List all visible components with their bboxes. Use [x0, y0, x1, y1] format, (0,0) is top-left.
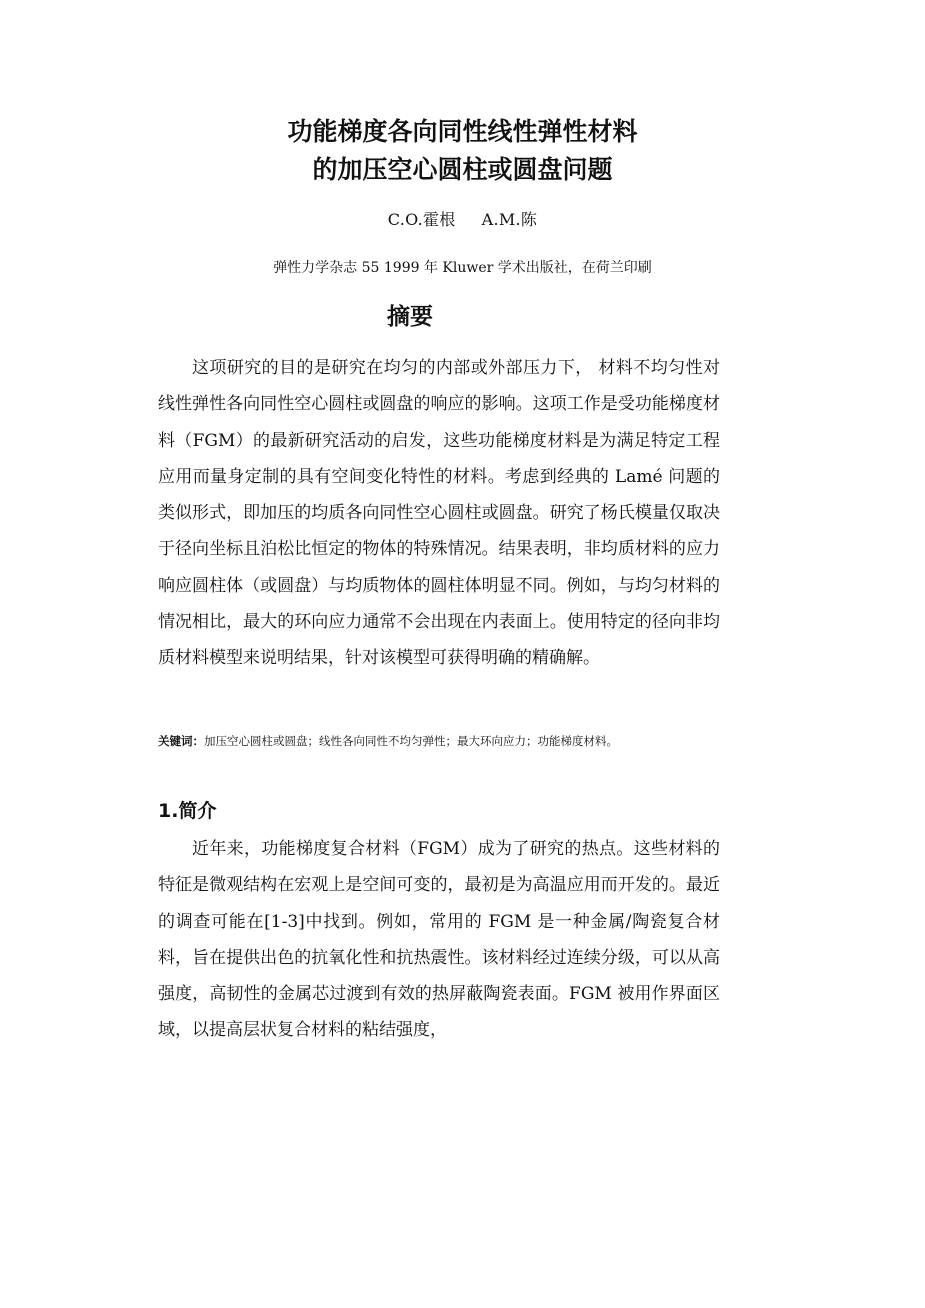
introduction-text: 近年来，功能梯度复合材料（FGM）成为了研究的热点。这些材料的特征是微观结构在宏观上是空间可变的，最初是为高温应用而开发的。最近的调查可能在[1-3]中找到。例如，常用的 FGM 是一种金属/陶瓷复合材料，旨在提供出色的抗氧化性和抗热震性。该材料经过连续分级，可以从高强度，高韧性的金属芯过渡到有效的热屏蔽陶瓷表面。FGM 被用作界面区域，以提高层状复合材料的粘结强度， — [158, 839, 720, 1041]
author-1: C.O.霍根 — [387, 210, 456, 229]
keywords — [158, 731, 758, 751]
abstract-text: 这项研究的目的是研究在均匀的内部或外部压力下， 材料不均匀性对线性弹性各向同性空心圆柱或圆盘的响应的影响。这项工作是受功能梯度材料（FGM）的最新研究活动的启发，这些功能梯度材料是为满足特定工程应用而量身定制的具有空间变化特性的材料。考虑到经典的 Lamé 问题的类似形式，即加压的均质各向同性空心圆柱或圆盘。研究了杨氏模量仅取决于径向坐标且泊松比恒定的物体的特殊情况。结果表明，非均质材料的应力响应圆柱体（或圆盘）与均质物体的圆柱体明显不同。例如，与均匀材料的情况相比，最大的环向应力通常不会出现在内表面上。使用特定的径向非均质材料模型来说明结果，针对该模型可获得明确的精确解。 — [158, 358, 720, 669]
keywords-text: 加压空心圆柱或圆盘；线性各向同性不均匀弹性；最大环向应力；功能梯度材料。 — [204, 734, 618, 748]
section-heading-introduction: 1.简介 — [158, 800, 217, 822]
paper-title-line-2: 的加压空心圆柱或圆盘问题 — [312, 155, 613, 184]
abstract-heading: 摘要 — [387, 304, 433, 330]
paper-title-line-1: 功能梯度各向同性线性弹性材料 — [287, 117, 638, 146]
author-2: A.M.陈 — [481, 210, 538, 229]
journal-info: 弹性力学杂志 55 1999 年 Kluwer 学术出版社，在荷兰印刷 — [273, 260, 652, 276]
keywords-label: 关键词： — [158, 734, 204, 748]
author-list — [0, 208, 925, 232]
